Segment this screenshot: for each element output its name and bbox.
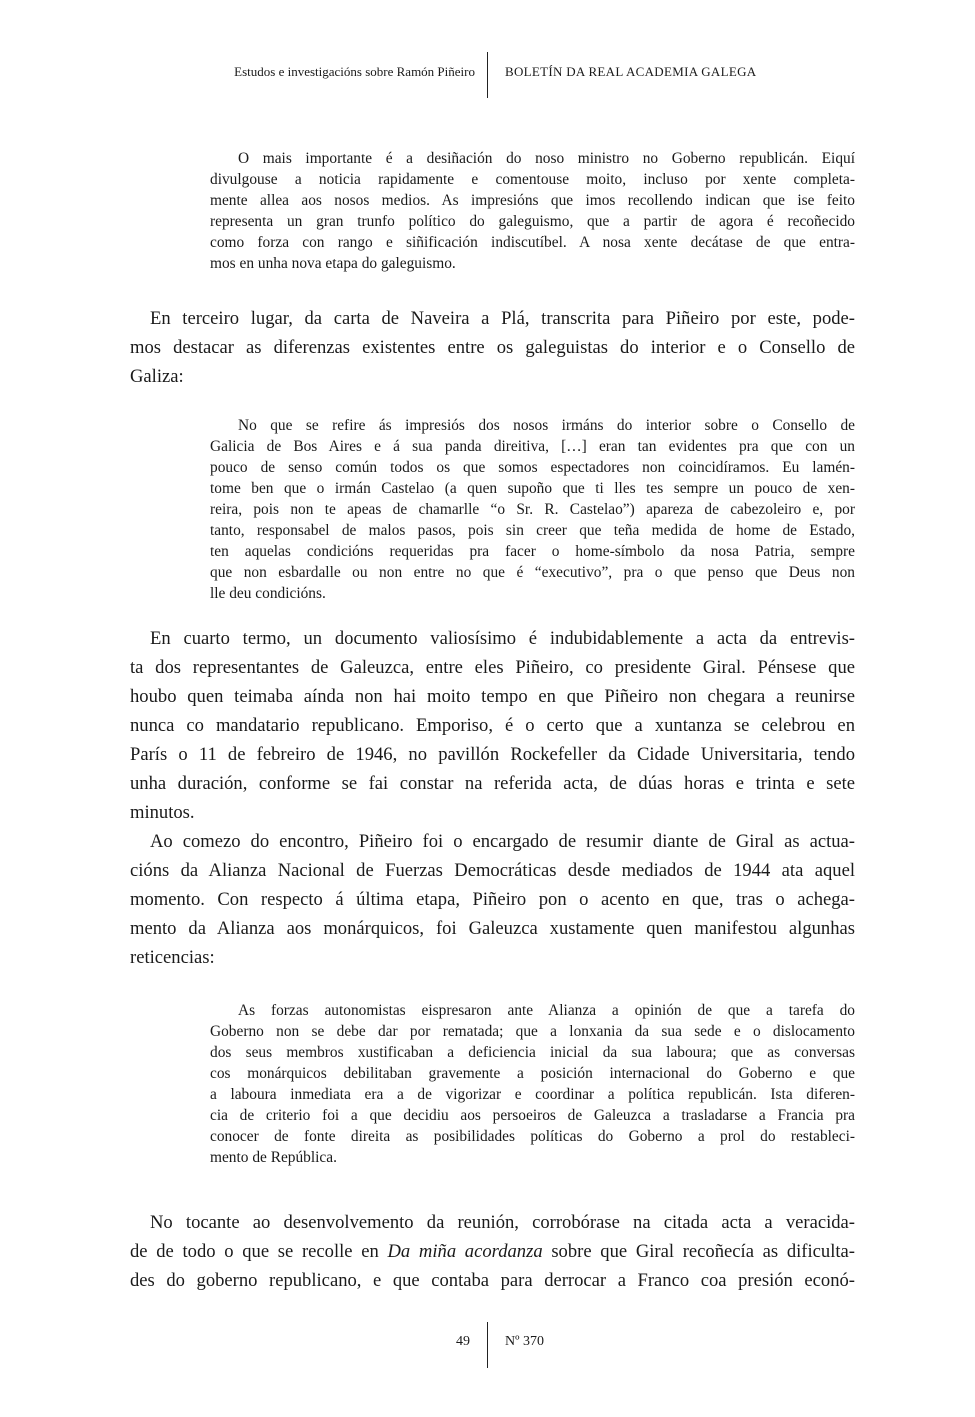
- text-segment: sobre que Giral recoñecía as dificulta-: [542, 1241, 855, 1262]
- text-line: tanto, responsabel de malos pasos, pois sin creer que teña medida de home de Estado,: [210, 522, 855, 539]
- body-paragraph: [130, 624, 855, 827]
- text-line: dos seus membros xustificaban a deficiencia inicial da sua laboura; que as conversas: [210, 1044, 855, 1061]
- text-line: reticencias:: [130, 947, 215, 968]
- block-quote: [210, 415, 855, 604]
- text-line: En terceiro lugar, da carta de Naveira a Plá, transcrita para Piñeiro por este, pode-: [150, 308, 855, 329]
- text-line: tome ben que o irmán Castelao (a quen supoño que ti lles tes sempre un pouco de xen-: [210, 480, 855, 497]
- text-line: mos en unha nova etapa do galeguismo.: [210, 255, 456, 272]
- text-line: momento. Con respecto á última etapa, Piñeiro pon o acento en que, tras o achega-: [130, 889, 855, 910]
- text-line: que non esbardalle ou non entre no que é “executivo”, pra o que penso que Deus non: [210, 564, 855, 581]
- text-line: [130, 1237, 855, 1266]
- text-line: cións da Alianza Nacional de Fuerzas Democráticas desde mediados de 1944 ata aquel: [130, 860, 855, 881]
- italic-title: Da miña acordanza: [387, 1241, 543, 1262]
- text-line: ten aquelas condicións requeridas pra facer o home-símbolo da nosa Patria, sempre: [210, 543, 855, 560]
- text-line: No que se refire ás impresiós dos nosos irmáns do interior sobre o Consello de: [238, 417, 855, 434]
- text-line: Goberno non se debe dar por rematada; que a lonxania da sua sede e o dislocamento: [210, 1023, 855, 1040]
- text-line: Ao comezo do encontro, Piñeiro foi o encargado de resumir diante de Giral as actua-: [150, 831, 855, 852]
- text-line: O mais importante é a desiñación do noso ministro no Goberno republicán. Eiquí: [238, 150, 855, 167]
- text-line: cos monárquicos debilitaban gravemente a posición internacional do Goberno e que: [210, 1065, 855, 1082]
- text-line: París o 11 de febreiro de 1946, no pavillón Rockefeller da Cidade Universitaria, tendo: [130, 744, 855, 765]
- running-header-left: Estudos e investigacións sobre Ramón Piñeiro: [234, 64, 475, 79]
- text-line: No tocante ao desenvolvemento da reunión, corrobórase na citada acta a veracida-: [150, 1212, 855, 1233]
- text-line: como forza con rango e siñificación indiscutíbel. A nosa xente decátase de que entra-: [210, 234, 855, 251]
- text-line: minutos.: [130, 802, 195, 823]
- text-line: mento da Alianza aos monárquicos, foi Galeuzca xustamente quen manifestou algunhas: [130, 918, 855, 939]
- text-line: nunca co mandatario republicano. Emporiso, é o certo que a xuntanza se celebrou en: [130, 715, 855, 736]
- text-line: En cuarto termo, un documento valiosísimo é indubidablemente a acta da entrevis-: [150, 628, 855, 649]
- footer-divider: [487, 1322, 488, 1368]
- text-line: houbo quen teimaba aínda non hai moito tempo en que Piñeiro non chegara a reunirse: [130, 686, 855, 707]
- text-line: mento de República.: [210, 1149, 337, 1166]
- header-divider: [487, 52, 488, 98]
- text-line: mos destacar as diferenzas existentes entre os galeguistas do interior e o Consello de: [130, 337, 855, 358]
- text-line: lle deu condicións.: [210, 585, 326, 602]
- text-line: ta dos representantes de Galeuzca, entre eles Piñeiro, co presidente Giral. Pénsese que: [130, 657, 855, 678]
- text-line: des do goberno republicano, e que contaba para derrocar a Franco coa presión econó-: [130, 1270, 855, 1291]
- text-line: representa un gran trunfo político do galeguismo, que a partir de agora é recoñecido: [210, 213, 855, 230]
- issue-number: Nº 370: [505, 1334, 544, 1349]
- text-line: conocer de fonte direita as posibilidades políticas do Goberno a prol do restableci-: [210, 1128, 855, 1145]
- text-line: reira, pois non te apeas de chamarlle “o Sr. R. Castelao”) apareza de cabezoleiro e, por: [210, 501, 855, 518]
- page-number: 49: [456, 1334, 470, 1349]
- text-line: mente allea aos nosos medios. As impresións que imos recollendo indican que ise feito: [210, 192, 855, 209]
- block-quote: [210, 1000, 855, 1168]
- text-line: a laboura inmediata era a de vigorizar e coordinar a política republicán. Ista diferen-: [210, 1086, 855, 1103]
- block-quote: [210, 148, 855, 274]
- text-line: divulgouse a noticia rapidamente e comentouse moito, incluso por xente completa-: [210, 171, 855, 188]
- text-line: cia de criterio foi a que decidiu aos persoeiros de Galeuzca a trasladarse a Francia pra: [210, 1107, 855, 1124]
- body-paragraph: [130, 304, 855, 391]
- text-line: pouco de senso común todos os que somos espectadores non coincidíramos. Eu lamén-: [210, 459, 855, 476]
- body-paragraph: [130, 827, 855, 972]
- running-header-right: BOLETÍN DA REAL ACADEMIA GALEGA: [505, 64, 757, 79]
- text-line: Galiza:: [130, 366, 184, 387]
- body-paragraph: [130, 1208, 855, 1295]
- text-line: As forzas autonomistas eispresaron ante Alianza a opinión de que a tarefa do: [238, 1002, 855, 1019]
- text-line: Galicia de Bos Aires e á sua panda direitiva, […] eran tan evidentes pra que con un: [210, 438, 855, 455]
- text-segment: de de todo o que se recolle en: [130, 1241, 388, 1262]
- text-line: unha duración, conforme se fai constar na referida acta, de dúas horas e trinta e sete: [130, 773, 855, 794]
